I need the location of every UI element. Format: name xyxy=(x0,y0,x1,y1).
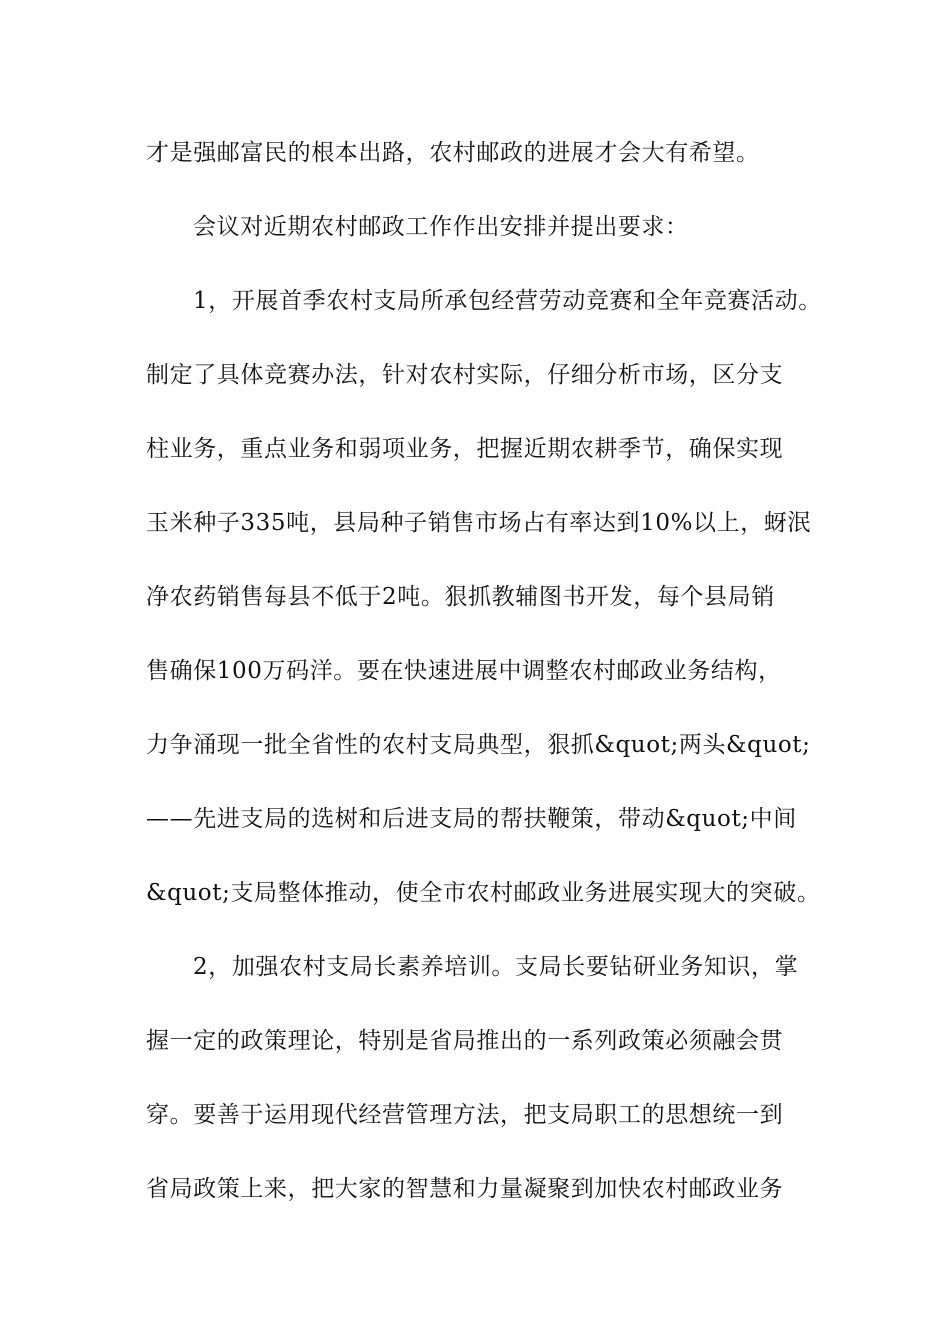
paragraph-line: &quot;支局整体推动，使全市农村邮政业务进展实现大的突破。 xyxy=(146,880,821,906)
paragraph-line: 制定了具体竞赛办法，针对农村实际，仔细分析市场，区分支 xyxy=(146,362,784,388)
paragraph-line: 净农药销售每县不低于2吨。狠抓教辅图书开发，每个县局销 xyxy=(146,584,775,610)
paragraph-line: 才是强邮富民的根本出路，农村邮政的进展才会大有希望。 xyxy=(146,140,760,166)
document-body xyxy=(146,128,822,1238)
paragraph-line: 1，开展首季农村支局所承包经营劳动竞赛和全年竞赛活动。 xyxy=(193,288,822,314)
paragraph-line: 玉米种子335吨，县局种子销售市场占有率达到10%以上，蚜泯 xyxy=(146,510,812,536)
paragraph-line: 力争涌现一批全省性的农村支局典型，狠抓&quot;两头&quot; xyxy=(146,732,811,758)
paragraph-line: 售确保100万码洋。要在快速进展中调整农村邮政业务结构， xyxy=(146,658,782,684)
paragraph-line: 穿。要善于运用现代经营管理方法，把支局职工的思想统一到 xyxy=(146,1102,784,1128)
paragraph-line: ——先进支局的选树和后进支局的帮扶鞭策，带动&quot;中间 xyxy=(146,806,797,832)
paragraph-line: 会议对近期农村邮政工作作出安排并提出要求： xyxy=(193,214,689,240)
paragraph-line: 柱业务，重点业务和弱项业务，把握近期农耕季节，确保实现 xyxy=(146,436,784,462)
paragraph-line: 省局政策上来，把大家的智慧和力量凝聚到加快农村邮政业务 xyxy=(146,1176,784,1202)
paragraph-line: 2，加强农村支局长素养培训。支局长要钻研业务知识，掌 xyxy=(193,954,799,980)
paragraph-line: 握一定的政策理论，特别是省局推出的一系列政策必须融会贯 xyxy=(146,1028,784,1054)
